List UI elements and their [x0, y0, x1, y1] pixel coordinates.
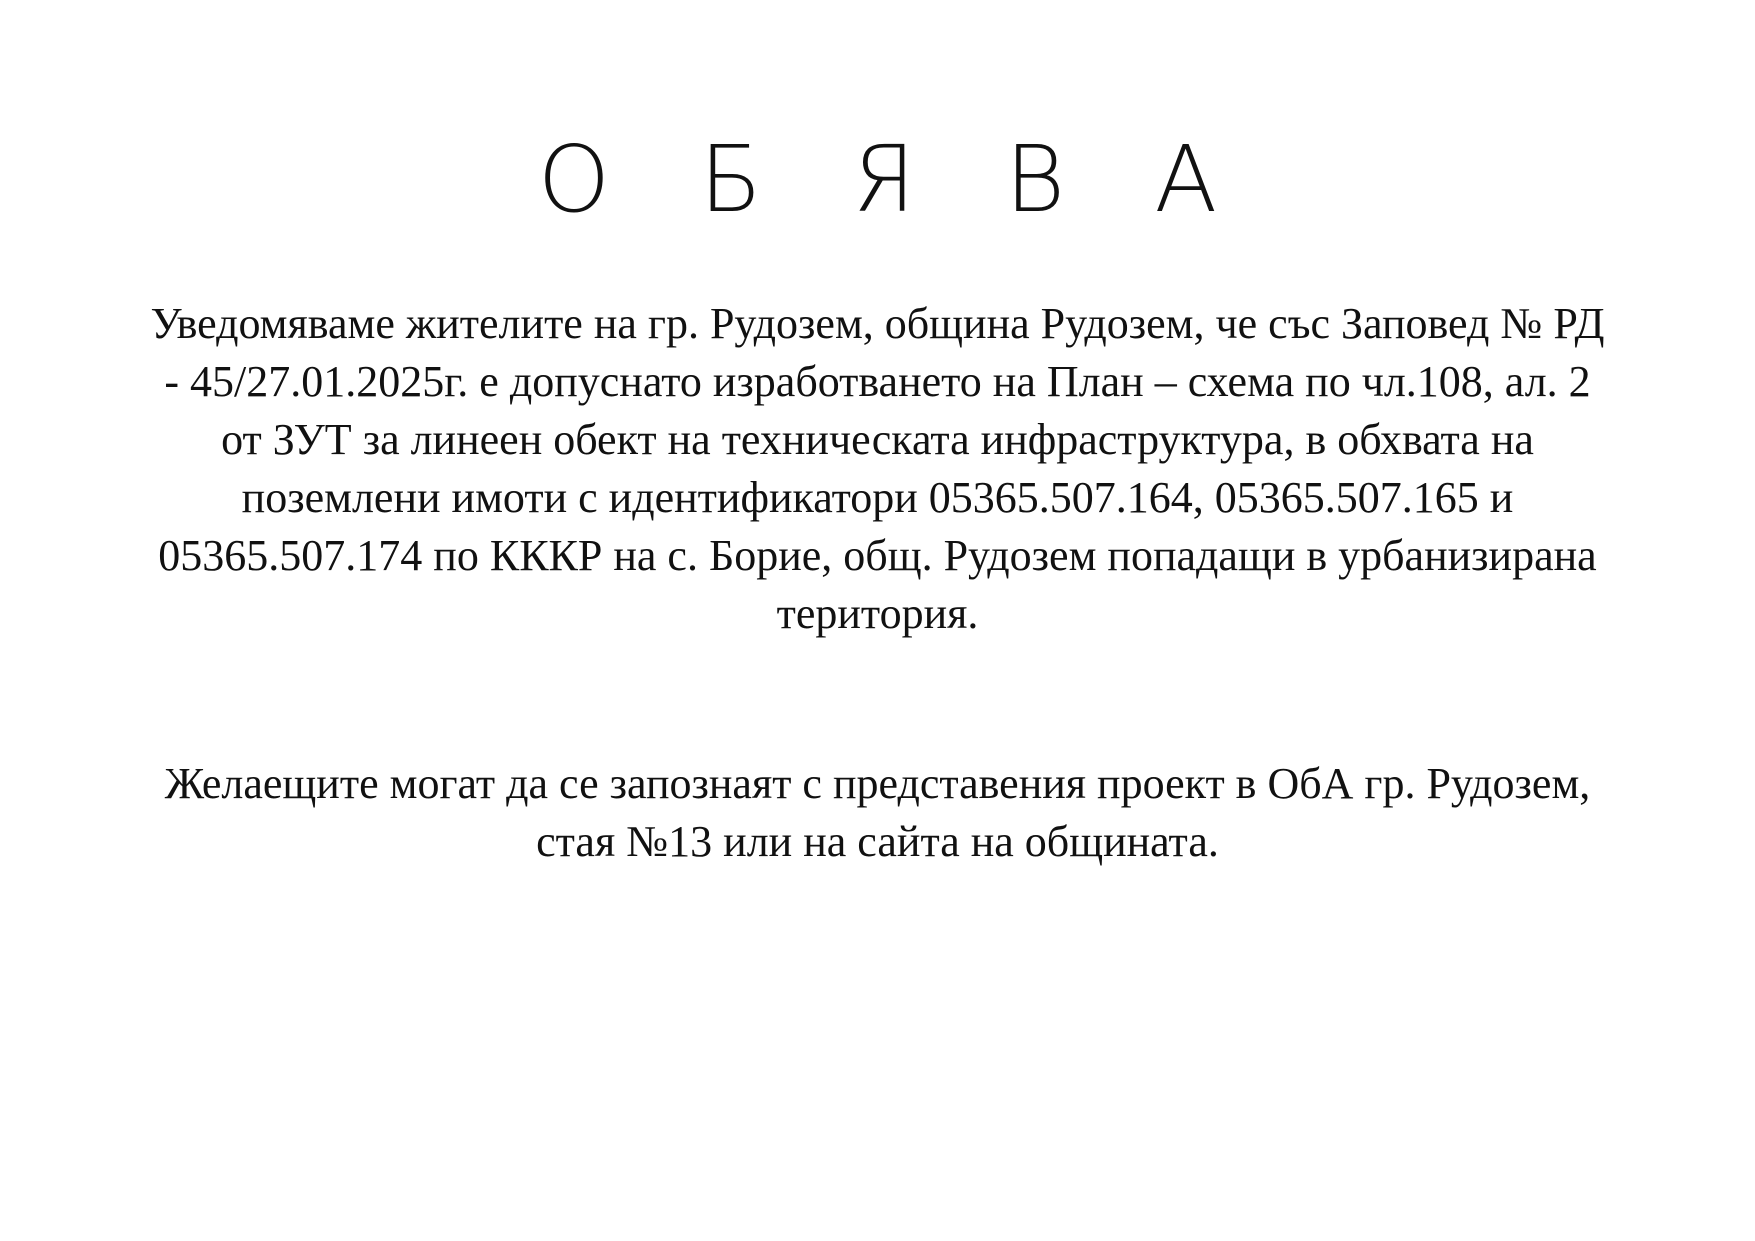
notice-paragraph-viewing: Желаещите могат да се запознаят с представения проект в ОбА гр. Рудозем, стая №13 или на сайта на общината.	[164, 759, 1591, 866]
notice-paragraph-order: Уведомяваме жителите на гр. Рудозем, община Рудозем, че със Заповед № РД - 45/27.01.2025г. е допуснато изработването на План – схема по чл.108, ал. 2 от ЗУТ за линеен обект на техническата инфраструктура, в обхвата на поземлени имоти с идентификатори 05365.507.164, 05365.507.165 и 05365.507.174 по КККР на с. Борие, общ. Рудозем попадащи в урбанизирана територия.	[150, 299, 1605, 638]
notice-title: О Б Я В А	[537, 126, 1248, 233]
